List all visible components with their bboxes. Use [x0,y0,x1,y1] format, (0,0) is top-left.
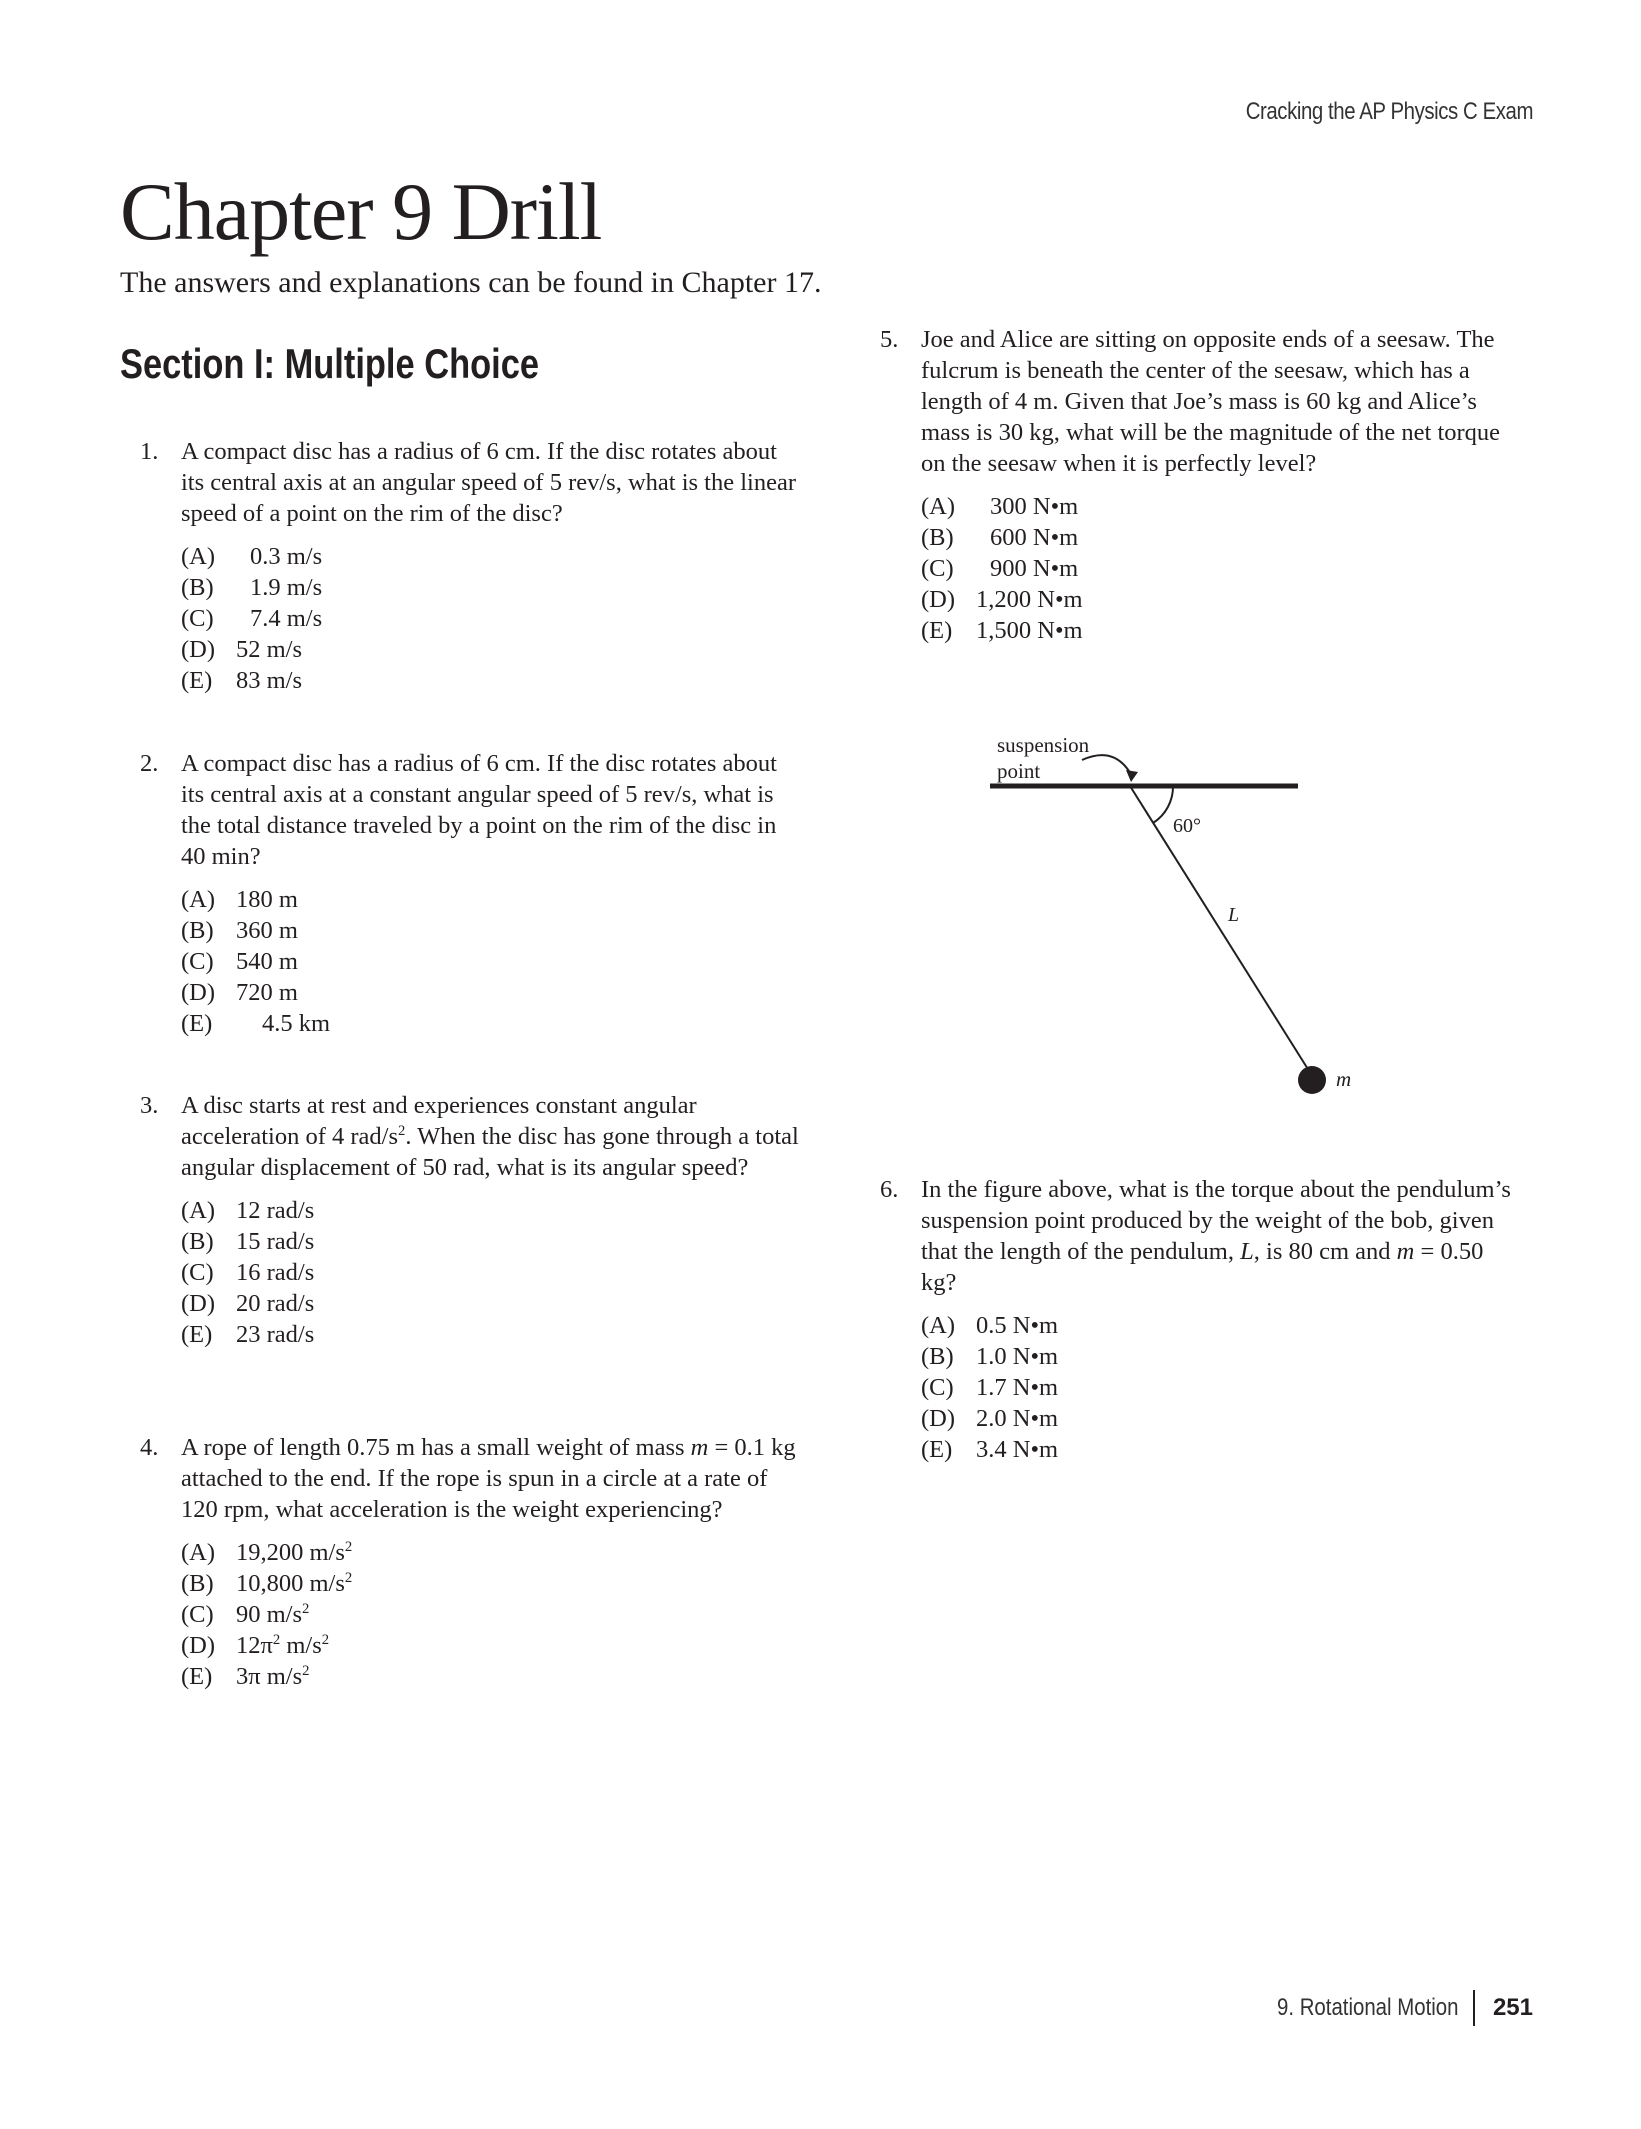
question-1 [120,436,800,696]
pendulum-diagram [960,720,1400,1110]
question-number: 4. [140,1434,159,1461]
answer-choice[interactable]: (C) 90 $m/s^2$ [181,1600,310,1628]
suspension-label-line1: suspension [997,733,1090,757]
answer-choice[interactable]: (B) 10,800 $m/s^2$ [181,1569,353,1597]
answer-choice[interactable]: (D) 2.0 N•m [921,1405,1059,1432]
answer-choice[interactable]: (E) 3π $m/s^2$ [181,1662,310,1690]
answer-choice[interactable]: (C) 16 rad/s [181,1259,315,1286]
answer-choice[interactable]: (E) 3.4 N•m [921,1436,1059,1463]
page-number: 251 [1492,1994,1533,2021]
answer-choice[interactable]: (A) 19,200 $m/s^2$ [181,1538,353,1566]
question-3 [120,1090,800,1350]
suspension-label-line2: point [997,759,1041,783]
answer-choice[interactable]: (C) 1.7 N•m [921,1374,1059,1401]
chapter-subtitle: The answers and explanations can be found in Chapter 17. [120,266,822,299]
answer-choice[interactable]: (D) 52 m/s [181,636,303,663]
question-4 [120,1432,800,1692]
answer-choice[interactable]: (C) 900 N•m [921,555,1079,582]
answer-choice[interactable]: (B) 1.9 m/s [181,574,323,601]
question-number: 6. [880,1176,899,1203]
question-6 [860,1174,1520,1465]
pendulum-bob [1298,1066,1326,1094]
answer-choice[interactable]: (A) 300 N•m [921,493,1079,520]
answer-choice[interactable]: (B) 15 rad/s [181,1228,315,1255]
question-2 [120,748,800,1039]
answer-choice[interactable]: (A) 180 m [181,886,298,913]
question-stem: Joe and Alice are sitting on opposite ends of a seesaw. The fulcrum is beneath the center of the seesaw, which has a length of 4 m. Given that Joe’s mass is 60 kg and Alice’s mass is 30 kg, what will be the magnitude of the net torque on the seesaw when it is perfectly level? [921,326,1501,477]
answer-choice[interactable]: (A) 0.3 m/s [181,543,323,570]
length-label: L [1228,904,1240,926]
question-stem: A compact disc has a radius of 6 cm. If the disc rotates about its central axis at an angular speed of 5 rev/s, what is the linear speed of a point on the rim of the disc? [181,438,797,527]
question-number: 5. [880,326,899,353]
answer-choice[interactable]: (A) 12 rad/s [181,1197,315,1224]
answer-choice[interactable]: (D) $12\pi^2$ $m/s^2$ [181,1631,330,1659]
question-stem: A rope of length 0.75 m has a small weight of mass m = 0.1 kg attached to the end. If the rope is spun in a circle at a rate of 120 rpm, what acceleration is the weight experiencing? [181,1434,796,1523]
answer-choices [921,1310,1520,1465]
answer-choices [181,884,800,1039]
angle-label: 60° [1173,815,1201,837]
question-number: 1. [140,438,159,465]
arrowhead-icon [1126,770,1138,782]
answer-choice[interactable]: (B) 360 m [181,917,298,944]
answer-choice[interactable]: (E) 83 m/s [181,667,303,694]
answer-choices [181,541,800,696]
chapter-title: Chapter 9 Drill [120,166,602,257]
answer-choice[interactable]: (D) 1,200 N•m [921,586,1083,613]
answer-choices [921,491,1520,646]
angle-arc [1153,786,1173,823]
answer-choice[interactable]: (D) 720 m [181,979,298,1006]
question-number: 2. [140,750,159,777]
question-5 [860,324,1520,646]
answer-choice[interactable]: (E) 1,500 N•m [921,617,1083,644]
running-head: Cracking the AP Physics C Exam [1245,98,1533,125]
answer-choices [181,1537,800,1692]
answer-choice[interactable]: (E) 4.5 km [181,1010,331,1037]
section-title: Section I: Multiple Choice [120,340,540,387]
answer-choice[interactable]: (D) 20 rad/s [181,1290,315,1317]
question-number: 3. [140,1092,159,1119]
answer-choice[interactable]: (B) 600 N•m [921,524,1079,551]
answer-choice[interactable]: (A) 0.5 N•m [921,1312,1059,1339]
answer-choice[interactable]: (C) 540 m [181,948,298,975]
answer-choice[interactable]: (C) 7.4 m/s [181,605,323,632]
answer-choices [181,1195,800,1350]
pendulum-string [1130,786,1311,1074]
answer-choice[interactable]: (E) 23 rad/s [181,1321,315,1348]
mass-label: m [1336,1067,1352,1091]
answer-choice[interactable]: (B) 1.0 N•m [921,1343,1059,1370]
footer-chapter: 9. Rotational Motion [1277,1994,1459,2021]
question-stem: In the figure above, what is the torque about the pendulum’s suspension point produced by the weight of the bob, given that the length of the pendulum, L, is 80 cm and m = 0.50 kg? [921,1176,1511,1296]
suspension-arrow [1082,755,1132,776]
footer-divider [1473,1990,1475,2026]
question-stem: A compact disc has a radius of 6 cm. If the disc rotates about its central axis at a constant angular speed of 5 rev/s, what is the total distance traveled by a point on the rim of the disc in 40 min? [181,750,777,870]
pendulum-figure [960,720,1400,1110]
page-footer [1245,1990,1533,2026]
question-stem: A disc starts at rest and experiences constant angular acceleration of 4 rad/$s^2$. When the disc has gone through a total angular displacement of 50 rad, what is its angular speed? [181,1092,799,1181]
